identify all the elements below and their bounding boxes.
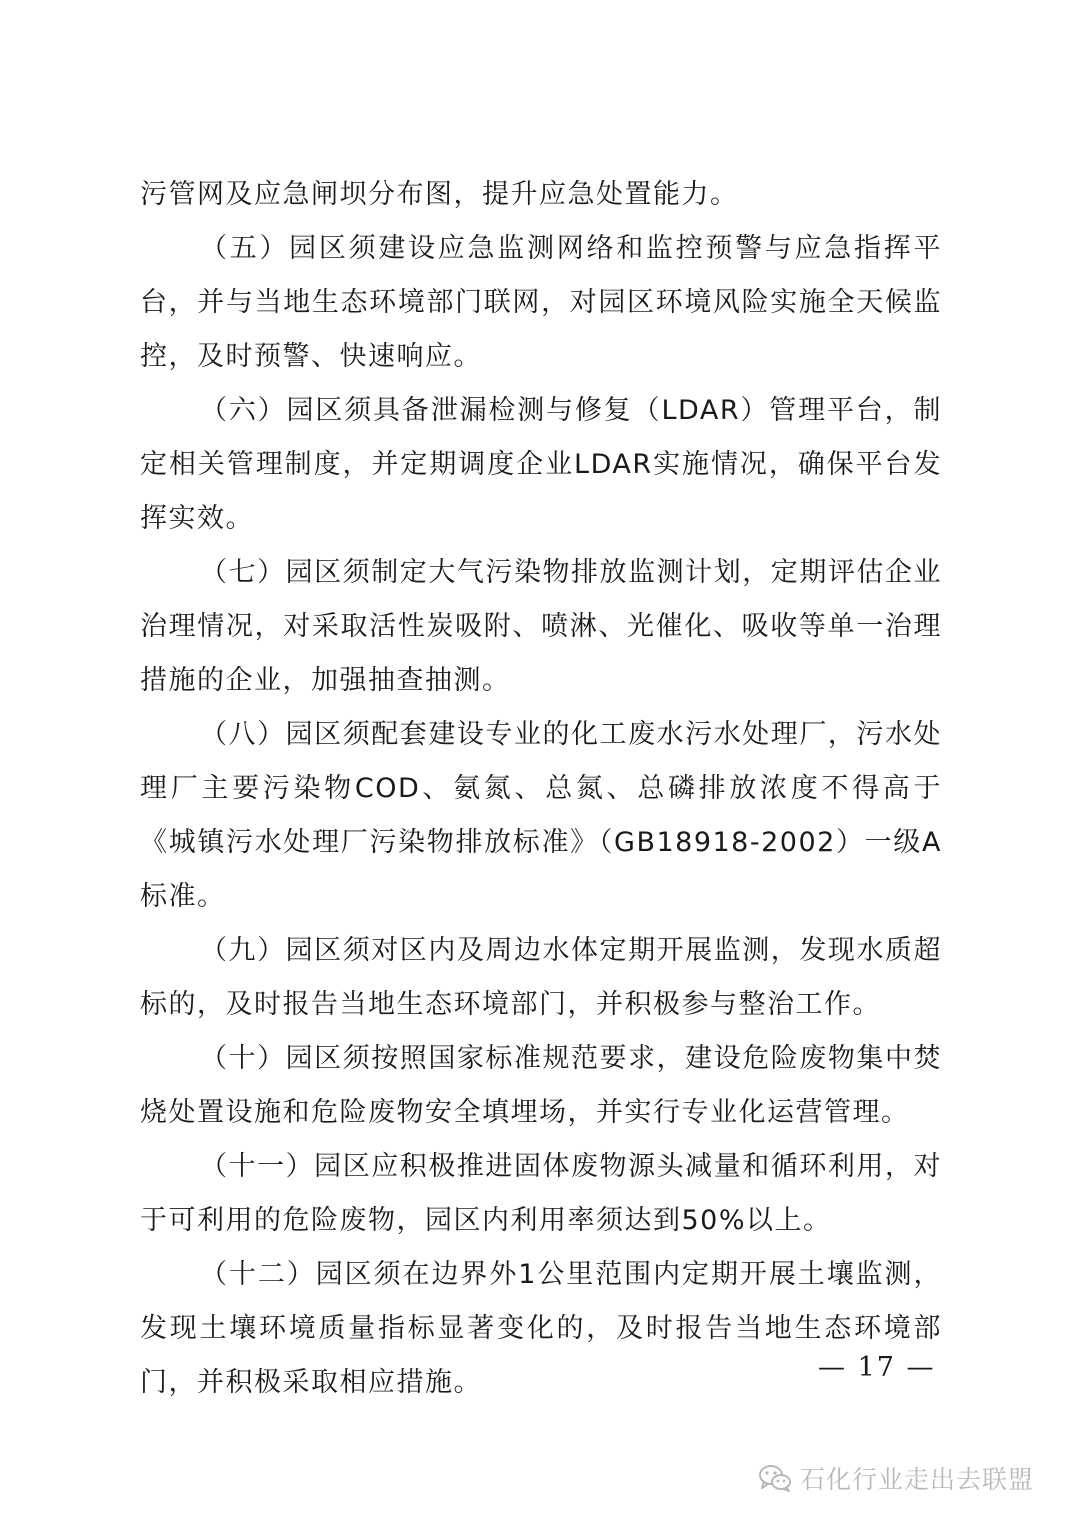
paragraph-item-9: （九）园区须对区内及周边水体定期开展监测，发现水质超标的，及时报告当地生态环境部门，并积极参与整治工作。	[140, 935, 942, 1020]
document-body	[140, 168, 942, 1410]
paragraph-item-10: （十）园区须按照国家标准规范要求，建设危险废物集中焚烧处置设施和危险废物安全填埋场，并实行专业化运营管理。	[140, 1043, 942, 1128]
paragraph-item-7: （七）园区须制定大气污染物排放监测计划，定期评估企业治理情况，对采取活性炭吸附、喷淋、光催化、吸收等单一治理措施的企业，加强抽查抽测。	[140, 557, 942, 696]
wechat-icon	[758, 1463, 792, 1493]
page-number: — 17 —	[818, 1352, 936, 1383]
watermark-text: 石化行业走出去联盟	[800, 1465, 1035, 1494]
paragraph-item-12: （十二）园区须在边界外1公里范围内定期开展土壤监测，发现土壤环境质量指标显著变化的，及时报告当地生态环境部门，并积极采取相应措施。	[140, 1259, 942, 1398]
paragraph-continuation: 污管网及应急闸坝分布图，提升应急处置能力。	[140, 179, 739, 210]
paragraph-item-8: （八）园区须配套建设专业的化工废水污水处理厂，污水处理厂主要污染物COD、氨氮、总氮、总磷排放浓度不得高于《城镇污水处理厂污染物排放标准》（GB18918-2002）一级A标准。	[140, 719, 942, 912]
watermark	[758, 1458, 1034, 1498]
paragraph-item-11: （十一）园区应积极推进固体废物源头减量和循环利用，对于可利用的危险废物，园区内利用率须达到50%以上。	[140, 1151, 942, 1236]
paragraph-item-5: （五）园区须建设应急监测网络和监控预警与应急指挥平台，并与当地生态环境部门联网，对园区环境风险实施全天候监控，及时预警、快速响应。	[140, 233, 942, 372]
paragraph-item-6: （六）园区须具备泄漏检测与修复（LDAR）管理平台，制定相关管理制度，并定期调度企业LDAR实施情况，确保平台发挥实效。	[140, 395, 942, 534]
